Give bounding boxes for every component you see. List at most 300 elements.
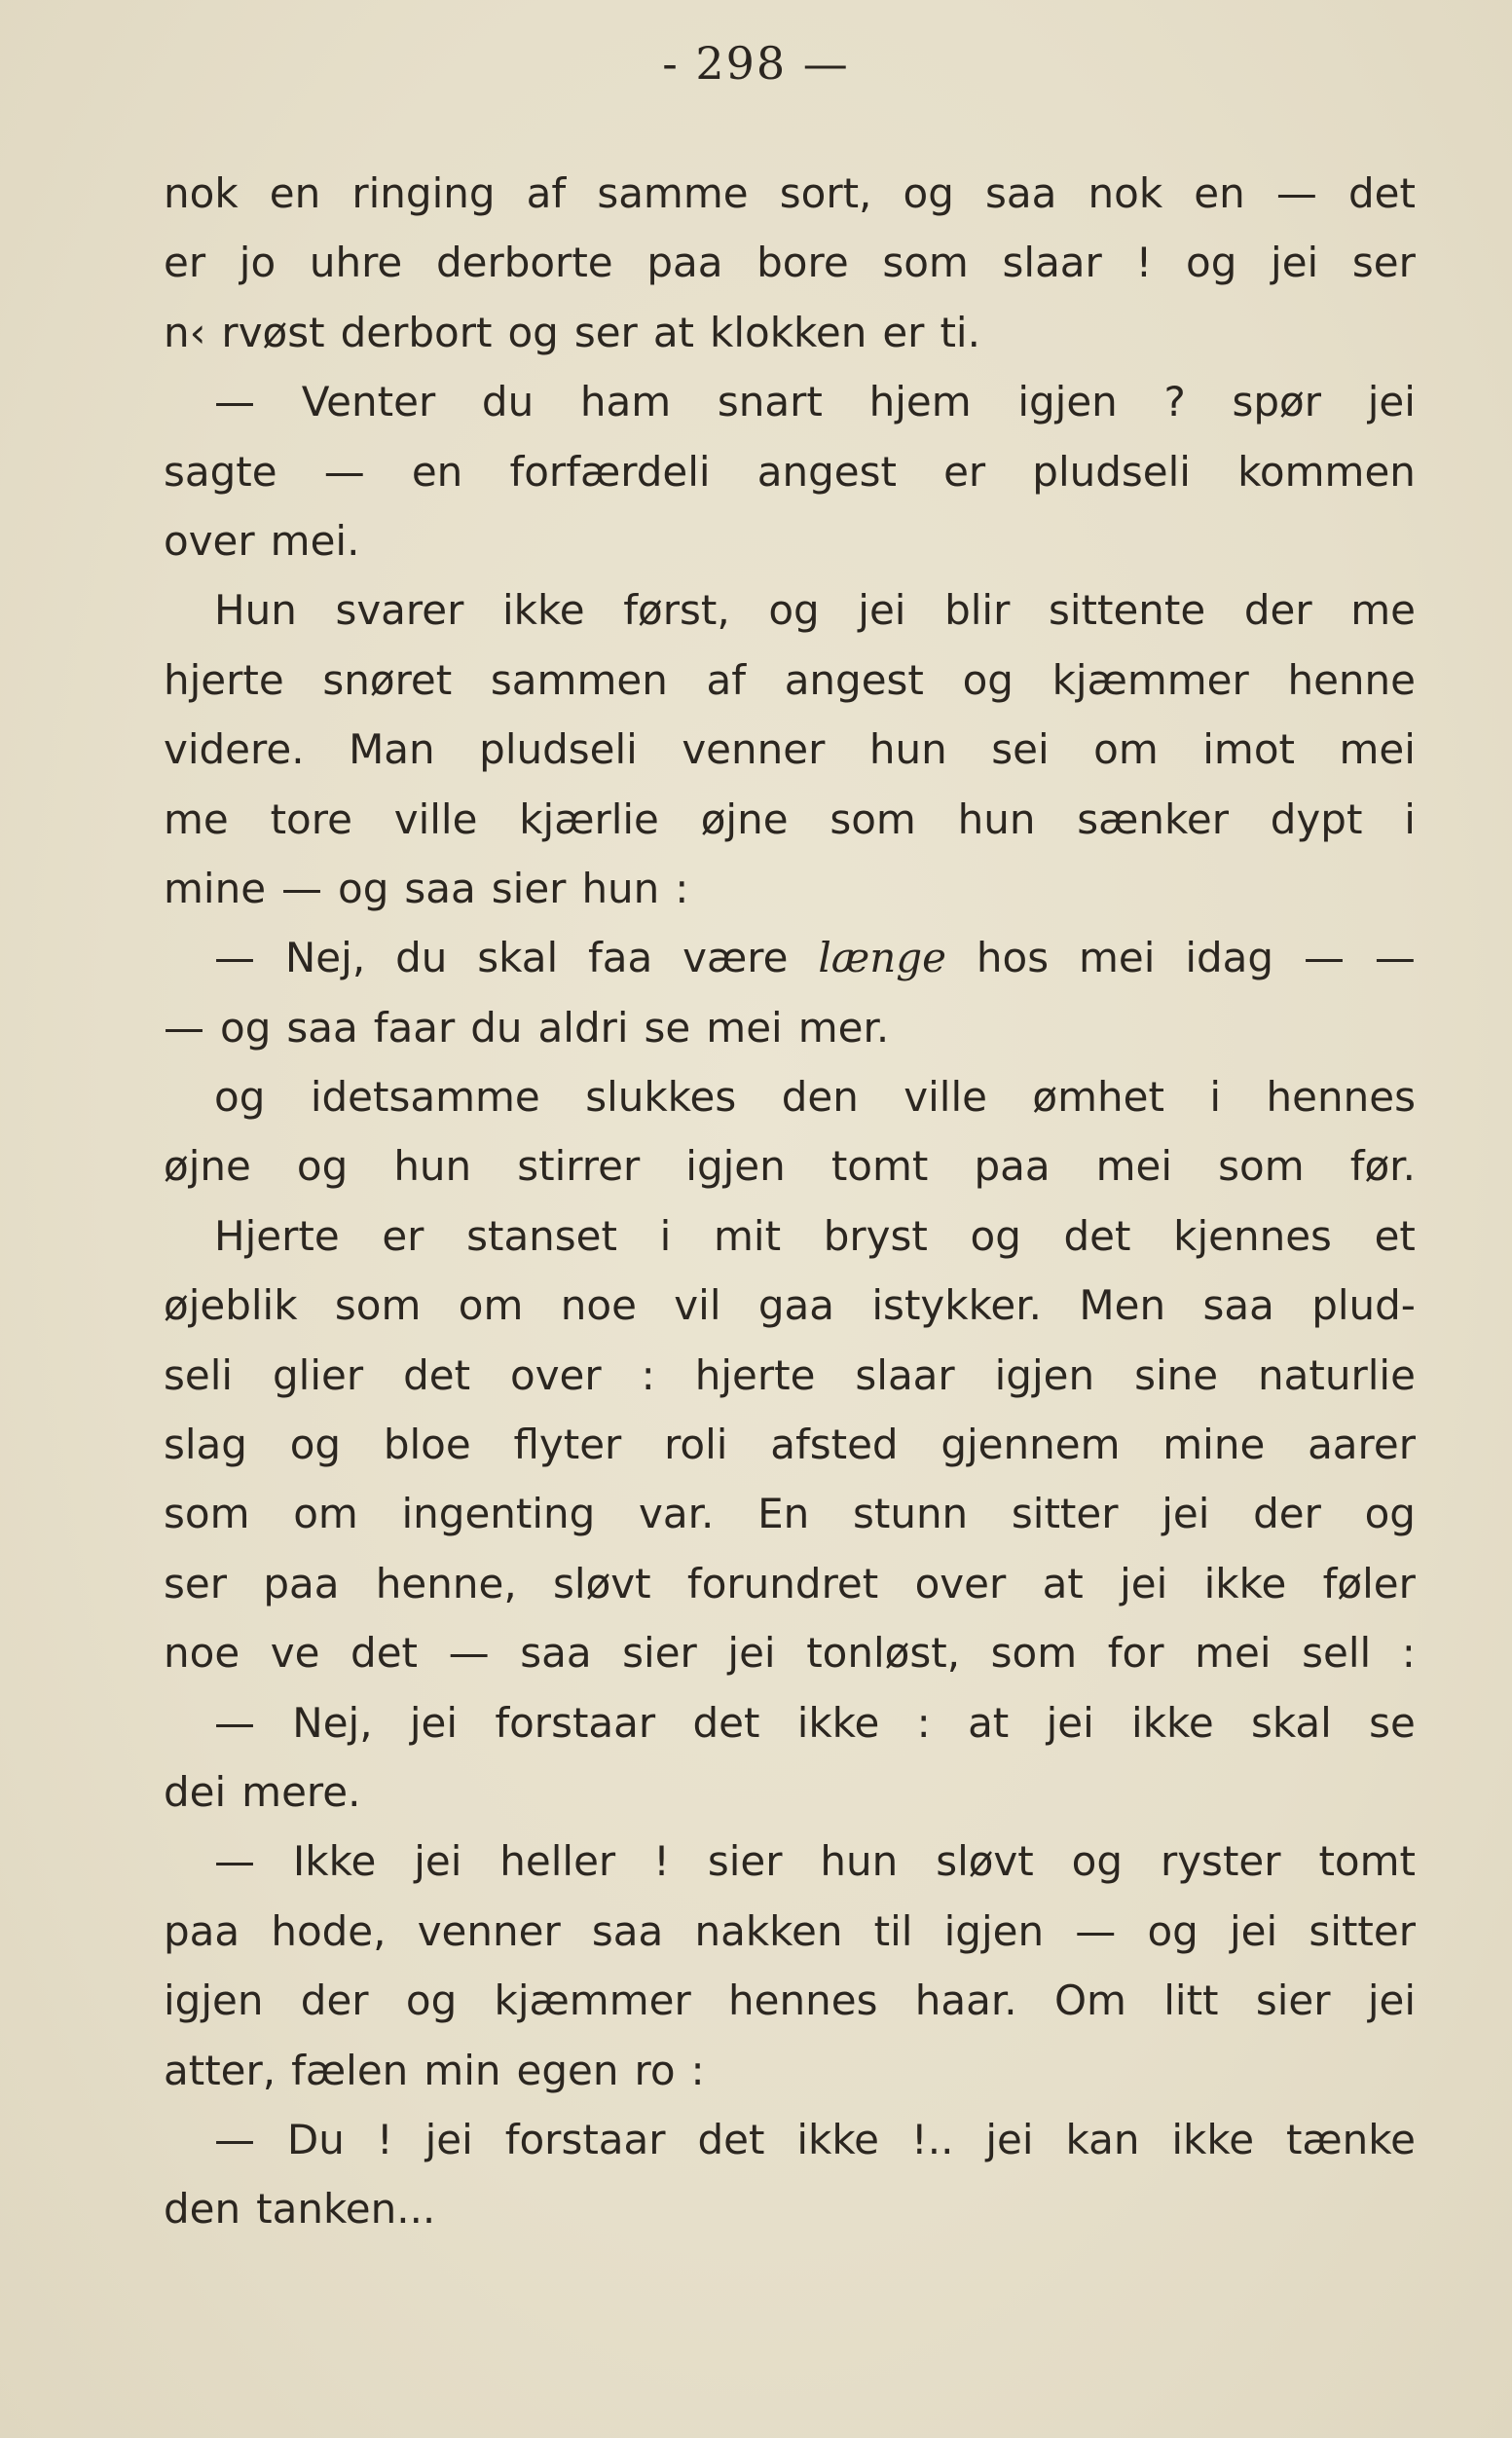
word: glier [273,1350,364,1399]
word: mer. [797,1003,890,1052]
word: venner [417,1906,561,1955]
word: klokken [710,308,867,356]
word: længe [818,934,947,982]
word: jei [1271,239,1319,287]
word: — [214,1698,255,1747]
word: idetsamme [310,1073,540,1122]
word: saa [404,864,476,912]
word: og [405,1976,458,2025]
word: idag [1185,934,1274,982]
word: — [281,864,323,912]
word: mei [706,1003,783,1052]
word: i [1209,1073,1222,1122]
word: ikke [1171,2115,1255,2163]
text-line [164,228,1416,297]
word: sei [991,725,1050,774]
text-line [164,854,1416,923]
word: som [334,1281,422,1330]
word: ! [376,2115,393,2163]
word: atter, [164,2046,277,2094]
word: være [682,934,789,982]
word: saa [520,1629,592,1678]
word: det [350,1629,419,1678]
word: jei [1120,1559,1168,1607]
word: sier [622,1629,697,1678]
word: igjen [685,1142,786,1191]
word: øjne [700,794,789,843]
word: se [644,1003,691,1052]
word: over [510,1350,602,1399]
text-line [164,2174,1416,2243]
word: øjne [164,1142,251,1191]
text-line [164,1062,1416,1131]
word: — [164,1003,204,1052]
word: mei [1195,1629,1272,1678]
word: der [1253,1490,1321,1538]
word: faar [373,1003,456,1052]
word: slaar [855,1350,955,1399]
word: videre. [164,725,305,774]
word: kjærlie [519,794,659,843]
word: gjennem [940,1421,1121,1469]
word: først, [623,586,730,635]
word: haar. [914,1976,1017,2025]
text-line [164,575,1416,645]
word: nok [164,169,239,217]
word: noe [560,1281,637,1330]
word: kjæmmer [494,1976,691,2025]
word: som [164,1490,250,1538]
word: paa [164,1906,240,1955]
word: — [1075,1906,1117,1955]
word: : [675,864,689,912]
word: sittente [1048,586,1206,635]
word: igjen [1017,378,1118,426]
word: ro [634,2046,676,2094]
word: : [1401,1629,1416,1678]
word: sier [707,1837,783,1886]
word: i [1404,794,1416,843]
text-line [164,1966,1416,2035]
text-line [164,1410,1416,1479]
word: og [507,308,559,356]
word: spør [1232,378,1322,426]
word: — [214,1837,255,1886]
word: om [1093,725,1159,774]
word: og [220,1003,272,1052]
word: : [916,1698,931,1747]
word: — [214,934,255,982]
word: om [458,1281,524,1330]
word: igjen [164,1976,264,2025]
word: paa [646,239,723,287]
word: uhre [309,239,403,287]
word: og [296,1142,349,1191]
word: hode, [271,1906,387,1955]
word: dypt [1270,794,1363,843]
word: sier [491,864,567,912]
word: kan [1065,2115,1140,2163]
word: en [1194,169,1245,217]
word: henne, [375,1559,517,1607]
word: sell [1302,1629,1372,1678]
word: blir [944,586,1011,635]
word: sort, [779,169,872,217]
word: er [943,447,986,496]
word: En [757,1490,810,1538]
text-line [164,2105,1416,2174]
word: ikke [1131,1698,1214,1747]
word: Ikke [292,1837,377,1886]
word: Man [349,725,435,774]
word: og [1364,1490,1416,1538]
page-number: - 298 — [662,37,850,90]
text-line [164,1271,1416,1340]
word: og [1071,1837,1124,1886]
text-line [164,367,1416,436]
word: forstaar [504,2115,666,2163]
word: hjerte [694,1350,816,1399]
word: stanset [466,1211,617,1260]
word: igjen [943,1906,1045,1955]
word: samme [597,169,749,217]
word: stunn [852,1490,969,1538]
word: angest [756,447,897,496]
word: hun [957,794,1036,843]
text-line [164,1131,1416,1201]
text-line [164,437,1416,506]
word: angest [784,655,924,704]
word: og [903,169,954,217]
word: snøret [322,655,453,704]
word: at [968,1698,1010,1747]
word: slukkes [585,1073,737,1122]
word: og [1186,239,1237,287]
word: ville [393,794,478,843]
word: egen [516,2046,619,2094]
word: ser [573,308,638,356]
word: mine [1162,1421,1266,1469]
word: der [1243,586,1312,635]
word: sitter [1309,1906,1416,1955]
word: du [481,378,535,426]
word: sagte [164,447,277,496]
word: — [1303,934,1345,982]
word: jei [1367,1976,1416,2025]
text-line [164,1688,1416,1757]
word: før. [1349,1142,1416,1191]
word: me [164,794,229,843]
word: pludseli [1032,447,1191,496]
word: faa [588,934,653,982]
word: af [526,169,567,217]
word: en [269,169,321,217]
word: plud- [1311,1281,1416,1330]
word: mei [1079,934,1156,982]
word: slag [164,1421,247,1469]
word: ! [1135,239,1153,287]
word: nok [1088,169,1163,217]
word: ? [1163,378,1186,426]
word: som [830,794,916,843]
word: naturlie [1258,1350,1416,1399]
word: slaar [1002,239,1102,287]
word: sine [1134,1350,1219,1399]
word: ! [653,1837,670,1886]
word: — [1275,169,1317,217]
text-line [164,2036,1416,2105]
word: roli [664,1421,728,1469]
word: Nej, [292,1698,373,1747]
word: derborte [435,239,613,287]
body-text [164,159,1416,2244]
word: istykker. [871,1281,1043,1330]
word: hun [820,1837,899,1886]
word: mit [713,1211,782,1260]
word: sitter [1011,1490,1119,1538]
word: bore [756,239,849,287]
word: tanken... [256,2185,436,2234]
word: hun [868,725,947,774]
word: ser [1351,239,1416,287]
text-line [164,993,1416,1062]
word: føler [1322,1559,1416,1607]
text-line [164,1201,1416,1271]
word: ikke [796,2115,879,2163]
word: øjeblik [164,1281,298,1330]
word: tonløst, [806,1629,961,1678]
word: som [1218,1142,1305,1191]
word: at [1042,1559,1084,1607]
word: fælen [291,2046,409,2094]
word: ømhet [1032,1073,1164,1122]
word: paa [974,1142,1051,1191]
word: tænke [1285,2115,1416,2163]
word: i [659,1211,672,1260]
word: jei [414,1837,462,1886]
word: du [395,934,448,982]
word: nakken [694,1906,843,1955]
word: ringing [351,169,496,217]
word: heller [499,1837,616,1886]
word: : [641,1350,655,1399]
word: venner [682,725,826,774]
word: var. [639,1490,715,1538]
word: bryst [823,1211,928,1260]
word: Om [1053,1976,1126,2025]
word: mere. [241,1767,361,1816]
text-line [164,1341,1416,1410]
word: forfærdeli [509,447,711,496]
word: den [164,2185,241,2234]
word: at [652,308,695,356]
word: det [1347,169,1416,217]
word: Venter [301,378,436,426]
word: Nej, [284,934,366,982]
word: snart [717,378,823,426]
word: og [962,655,1014,704]
word: — [1374,934,1416,982]
word: og [338,864,389,912]
word: over [914,1559,1007,1607]
word: kjennes [1173,1211,1332,1260]
word: jei [1162,1490,1210,1538]
word: gaa [757,1281,835,1330]
word: pludseli [479,725,638,774]
word: ham [579,378,672,426]
word: er [882,308,925,356]
word: jei [858,586,906,635]
word: tomt [1318,1837,1416,1886]
word: vil [674,1281,721,1330]
word: : [690,2046,705,2094]
word: n‹ [164,308,206,356]
word: skal [1250,1698,1332,1747]
text-line [164,159,1416,228]
word: det [692,1698,760,1747]
word: rvøst [221,308,325,356]
word: du [470,1003,523,1052]
word: litt [1163,1976,1219,2025]
word: igjen [994,1350,1095,1399]
word: det [697,2115,765,2163]
word: sløvt [936,1837,1034,1886]
word: hennes [1266,1073,1416,1122]
word: mei [1339,725,1416,774]
text-line [164,923,1416,992]
text-line [164,1757,1416,1827]
word: der [300,1976,369,2025]
word: til [873,1906,913,1955]
word: hun [393,1142,472,1191]
word: et [1374,1211,1416,1260]
text-line [164,1479,1416,1548]
word: af [706,655,747,704]
word: ikke [1203,1559,1287,1607]
word: jei [424,2115,473,2163]
word: aarer [1308,1421,1416,1469]
word: paa [263,1559,340,1607]
word: !.. [910,2115,954,2163]
text-line [164,785,1416,854]
word: kjæmmer [1051,655,1249,704]
word: flyter [513,1421,622,1469]
word: det [403,1350,471,1399]
word: — [214,2115,255,2163]
word: sier [1255,1976,1331,2025]
word: og [970,1211,1021,1260]
word: jei [1046,1698,1094,1747]
word: stirrer [517,1142,641,1191]
word: jei [985,2115,1034,2163]
word: ikke [501,586,585,635]
word: aldri [537,1003,629,1052]
word: mei [1095,1142,1173,1191]
word: er [164,239,206,287]
word: ikke [796,1698,880,1747]
word: imot [1202,725,1295,774]
word: min [424,2046,501,2094]
word: saa [591,1906,664,1955]
word: ryster [1160,1837,1281,1886]
word: Men [1079,1281,1166,1330]
word: jei [1367,378,1416,426]
word: se [1369,1698,1416,1747]
word: Hjerte [214,1211,340,1260]
word: om [293,1490,358,1538]
word: me [1350,586,1416,635]
word: jo [239,239,277,287]
text-line [164,1827,1416,1896]
word: tore [270,794,352,843]
word: henne [1287,655,1416,704]
word: mine [164,864,267,912]
word: svarer [335,586,464,635]
word: ti. [940,308,980,356]
word: sænker [1077,794,1229,843]
word: mei. [270,516,360,565]
word: er [382,1211,424,1260]
word: den [781,1073,859,1122]
word: derbort [340,308,493,356]
word: noe [164,1629,240,1678]
word: som [990,1629,1078,1678]
word: og [768,586,820,635]
text-line [164,646,1416,715]
word: og [289,1421,342,1469]
text-line [164,506,1416,575]
word: over [164,516,255,565]
word: saa [1202,1281,1274,1330]
word: forundret [686,1559,879,1607]
word: hjem [868,378,972,426]
word: jei [409,1698,459,1747]
word: forstaar [495,1698,656,1747]
word: hennes [728,1976,878,2025]
word: — [214,378,255,426]
word: og [1147,1906,1199,1955]
word: Hun [214,586,297,635]
text-line [164,298,1416,367]
word: hjerte [164,655,284,704]
word: en [411,447,463,496]
text-line [164,715,1416,784]
word: bloe [383,1421,471,1469]
word: saa [985,169,1057,217]
word: jei [727,1629,776,1678]
word: og [214,1073,266,1122]
word: — [323,447,365,496]
word: — [448,1629,490,1678]
word: hos [976,934,1050,982]
word: jei [1230,1906,1278,1955]
word: afsted [770,1421,899,1469]
text-line [164,1897,1416,1966]
word: kommen [1237,447,1416,496]
word: tomt [830,1142,929,1191]
word: som [882,239,969,287]
word: hun [581,864,660,912]
word: Du [286,2115,345,2163]
word: ingenting [401,1490,596,1538]
word: for [1107,1629,1164,1678]
word: saa [286,1003,358,1052]
word: skal [477,934,559,982]
text-line [164,1618,1416,1687]
word: ve [270,1629,320,1678]
word: sløvt [553,1559,651,1607]
word: ser [164,1559,227,1607]
